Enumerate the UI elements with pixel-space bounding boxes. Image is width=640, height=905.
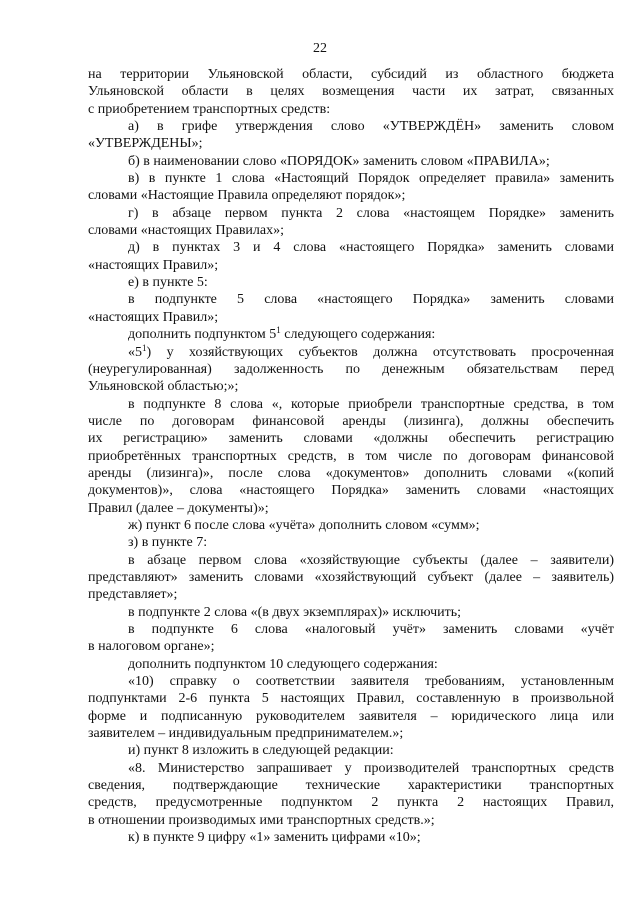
text-line [88, 187, 614, 204]
text-line-main: дополнить подпунктом 10 следующего содержания: [128, 656, 438, 672]
text-line [88, 344, 614, 361]
text-line [88, 742, 614, 759]
text-line [88, 101, 614, 118]
text-line [88, 205, 614, 222]
text-line [88, 118, 614, 135]
text-line-main: их регистрацию» заменить словами «должны обеспечить регистрацию [88, 431, 614, 447]
text-line [88, 656, 614, 673]
text-line [88, 430, 614, 447]
text-line-main: Ульяновской области в целях возмещения части их затрат, связанных [88, 84, 614, 100]
text-line [88, 638, 614, 655]
text-line [88, 83, 614, 100]
text-line-main: в подпункте 6 слова «налоговый учёт» заменить словами «учёт [128, 622, 614, 637]
text-line [88, 690, 614, 707]
text-line [88, 257, 614, 274]
text-line-main: в подпункте 2 слова «(в двух экземплярах)» исключить; [128, 604, 461, 620]
text-line [88, 708, 614, 725]
text-line [88, 586, 614, 603]
text-line-main: «8. Министерство запрашивает у производителей транспортных средств [128, 760, 614, 776]
text-line [88, 621, 614, 638]
text-line-main: словами «Настоящие Правила определяют порядок»; [88, 188, 406, 204]
text-line-main: форме и подписанную руководителем заявителя – юридического лица или [88, 708, 614, 724]
text-line [88, 274, 614, 291]
text-line [88, 829, 614, 846]
text-line-main: (неурегулированная) задолженность по денежным обязательствам перед [88, 361, 614, 377]
text-line-main: представляет»; [88, 587, 178, 603]
text-line-main: з) в пункте 7: [128, 535, 208, 551]
text-line-main: аренды (лизинга)», после слова «документов» дополнить словами «(копий [88, 465, 614, 481]
text-line-main: «УТВЕРЖДЕНЫ»; [88, 136, 203, 152]
text-line-main: д) в пунктах 3 и 4 слова «настоящего Порядка» заменить словами [128, 240, 614, 256]
text-line [88, 812, 614, 829]
text-line-main: ж) пункт 6 после слова «учёта» дополнить словом «сумм»; [128, 517, 480, 533]
text-line-main: «5 [128, 344, 142, 360]
text-line [88, 760, 614, 777]
superscript: 1 [142, 343, 147, 353]
text-line-main: на территории Ульяновской области, субсидий из областного бюджета [88, 67, 614, 82]
text-line [88, 135, 614, 152]
text-line [88, 396, 614, 413]
text-line-main: к) в пункте 9 цифру «1» заменить цифрами «10»; [128, 830, 421, 846]
text-line-main: в подпункте 5 слова «настоящего Порядка» заменить словами [128, 292, 614, 308]
text-line [88, 153, 614, 170]
text-line [88, 794, 614, 811]
text-line [88, 482, 614, 499]
text-line [88, 552, 614, 569]
text-line-main: документов)», слова «настоящего Порядка» заменить словами «настоящих [88, 483, 614, 499]
text-line-main: дополнить подпунктом 5 [128, 327, 277, 343]
text-line-main: г) в абзаце первом пункта 2 слова «настоящем Порядке» заменить [128, 205, 614, 221]
text-line [88, 326, 614, 343]
text-line-main: б) в наименовании слово «ПОРЯДОК» заменить словом «ПРАВИЛА»; [128, 153, 550, 169]
text-line [88, 673, 614, 690]
text-line [88, 309, 614, 326]
text-line-main: подпунктами 2-6 пункта 5 настоящих Правил, составленную в произвольной [88, 691, 614, 707]
text-line-main: а) в грифе утверждения слово «УТВЕРЖДЁН» заменить словом [128, 119, 614, 135]
text-line-main: «10) справку о соответствии заявителя требованиям, установленным [128, 674, 614, 690]
text-line-continuation: следующего содержания: [280, 327, 436, 343]
text-line-main: и) пункт 8 изложить в следующей редакции: [128, 743, 394, 759]
text-line [88, 222, 614, 239]
document-body [88, 66, 614, 846]
text-line-main: в отношении производимых ими транспортных средств.»; [88, 812, 435, 828]
text-line [88, 239, 614, 256]
text-line-main: числе по договорам финансовой аренды (лизинга), должны обеспечить [88, 413, 614, 429]
text-line [88, 170, 614, 187]
text-line-main: с приобретением транспортных средств: [88, 101, 331, 117]
text-line-continuation: ) у хозяйствующих субъектов должна отсутствовать просроченная [146, 344, 614, 360]
text-line [88, 448, 614, 465]
text-line-main: заявителем – индивидуальным предпринимателем.»; [88, 726, 404, 742]
text-line [88, 725, 614, 742]
text-line [88, 534, 614, 551]
text-line-main: в подпункте 8 слова «, которые приобрели транспортные средства, в том [128, 396, 614, 412]
text-line-main: «настоящих Правил»; [88, 309, 219, 325]
text-line-main: словами «настоящих Правилах»; [88, 223, 285, 239]
text-line [88, 66, 614, 83]
text-line [88, 291, 614, 308]
text-line-main: в) в пункте 1 слова «Настоящий Порядок определяет правила» заменить [128, 171, 614, 187]
text-line [88, 517, 614, 534]
text-line [88, 465, 614, 482]
page-number: 22 [313, 41, 327, 56]
text-line-main: в налоговом органе»; [88, 639, 215, 655]
text-line-main: Ульяновской областью;»; [88, 379, 239, 395]
text-line-main: в абзаце первом слова «хозяйствующие субъекты (далее – заявители) [128, 552, 614, 568]
text-line-main: «настоящих Правил»; [88, 257, 219, 273]
text-line [88, 569, 614, 586]
text-line [88, 361, 614, 378]
text-line-main: приобретённых транспортных средств, в том числе по договорам финансовой [88, 448, 614, 464]
text-line [88, 777, 614, 794]
text-line-main: Правил (далее – документы)»; [88, 500, 269, 516]
text-line [88, 500, 614, 517]
text-line-main: сведения, подтверждающие технические характеристики транспортных [88, 778, 614, 794]
text-line [88, 378, 614, 395]
text-line [88, 604, 614, 621]
text-line-main: е) в пункте 5: [128, 275, 208, 291]
text-line-main: средств, предусмотренные подпунктом 2 пункта 2 настоящих Правил, [88, 795, 614, 811]
text-line-main: представляют» заменить словами «хозяйствующий субъект (далее – заявитель) [88, 569, 614, 585]
superscript: 1 [276, 326, 281, 336]
text-line [88, 413, 614, 430]
